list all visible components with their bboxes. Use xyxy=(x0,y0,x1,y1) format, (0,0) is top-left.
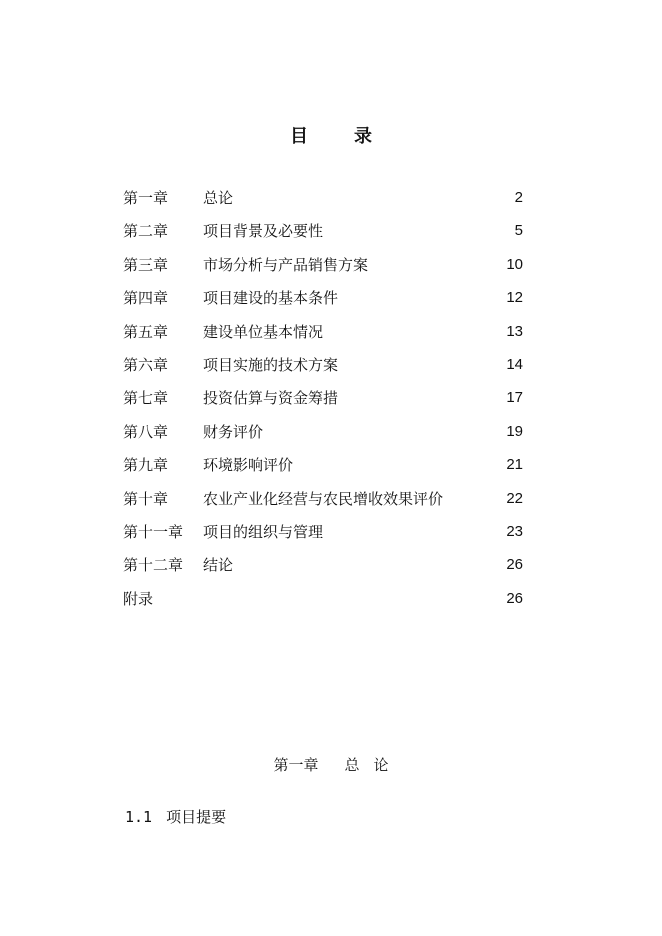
toc-page-number: 13 xyxy=(506,322,523,340)
toc-title: 投资估算与资金筹措 xyxy=(203,389,339,408)
toc-entry[interactable] xyxy=(123,186,523,219)
toc-page-number: 17 xyxy=(506,389,523,407)
toc-page-number: 12 xyxy=(506,289,523,307)
toc-page-number: 23 xyxy=(506,522,523,540)
toc-title: 结论 xyxy=(203,556,234,575)
toc-title: 市场分析与产品销售方案 xyxy=(203,255,369,274)
toc-chapter: 第三章 xyxy=(123,255,169,274)
chapter-heading xyxy=(0,754,662,775)
section-title: 项目提要 xyxy=(166,808,227,826)
toc-entry[interactable] xyxy=(123,219,523,252)
toc-title: 项目实施的技术方案 xyxy=(203,355,339,374)
section-heading xyxy=(125,806,226,827)
chapter-heading-title-part1: 总 xyxy=(344,756,360,774)
toc-entry[interactable] xyxy=(123,320,523,353)
toc-entry[interactable] xyxy=(123,520,523,553)
toc-page-number: 19 xyxy=(506,422,523,440)
toc-chapter: 第十一章 xyxy=(123,522,184,541)
toc-entry[interactable] xyxy=(123,420,523,453)
toc-entry[interactable] xyxy=(123,386,523,419)
toc-chapter: 第九章 xyxy=(123,456,169,475)
toc-chapter: 第十二章 xyxy=(123,556,184,575)
toc-entry[interactable] xyxy=(123,553,523,586)
toc-chapter: 第十章 xyxy=(123,489,169,508)
toc-page-number: 2 xyxy=(514,189,523,206)
toc-page-number: 21 xyxy=(506,456,523,474)
toc-page-number: 5 xyxy=(514,222,523,240)
toc-chapter: 第八章 xyxy=(123,422,169,441)
page-title xyxy=(0,122,662,148)
toc-title: 农业产业化经营与农民增收效果评价 xyxy=(203,489,444,508)
page-title-part1: 目 xyxy=(290,126,308,147)
toc-chapter: 第二章 xyxy=(123,222,169,241)
toc-page-number: 10 xyxy=(506,255,523,273)
toc-chapter: 第四章 xyxy=(123,289,169,308)
toc-title: 建设单位基本情况 xyxy=(203,322,324,341)
toc-chapter: 第七章 xyxy=(123,389,169,408)
toc-entry[interactable] xyxy=(123,453,523,486)
toc-title: 项目的组织与管理 xyxy=(203,522,324,541)
toc-entry[interactable] xyxy=(123,587,523,620)
toc-page-number: 14 xyxy=(506,355,523,373)
table-of-contents xyxy=(123,186,523,620)
toc-chapter: 第一章 xyxy=(123,189,169,207)
toc-chapter: 第五章 xyxy=(123,322,169,341)
toc-chapter: 附录 xyxy=(123,589,154,608)
toc-title: 总论 xyxy=(203,189,234,207)
toc-title: 项目建设的基本条件 xyxy=(203,289,339,308)
toc-page-number: 26 xyxy=(506,556,523,574)
chapter-heading-title-part2: 论 xyxy=(373,756,389,774)
toc-title: 环境影响评价 xyxy=(203,456,294,475)
toc-entry[interactable] xyxy=(123,353,523,386)
toc-entry[interactable] xyxy=(123,253,523,286)
toc-chapter: 第六章 xyxy=(123,355,169,374)
chapter-heading-number: 第一章 xyxy=(273,756,319,774)
section-number: 1.1 xyxy=(125,808,153,826)
page-title-part2: 录 xyxy=(354,126,372,147)
toc-page-number: 22 xyxy=(506,489,523,507)
toc-entry[interactable] xyxy=(123,487,523,520)
toc-title: 项目背景及必要性 xyxy=(203,222,324,241)
toc-entry[interactable] xyxy=(123,286,523,319)
toc-title: 财务评价 xyxy=(203,422,264,441)
toc-page-number: 26 xyxy=(506,589,523,607)
